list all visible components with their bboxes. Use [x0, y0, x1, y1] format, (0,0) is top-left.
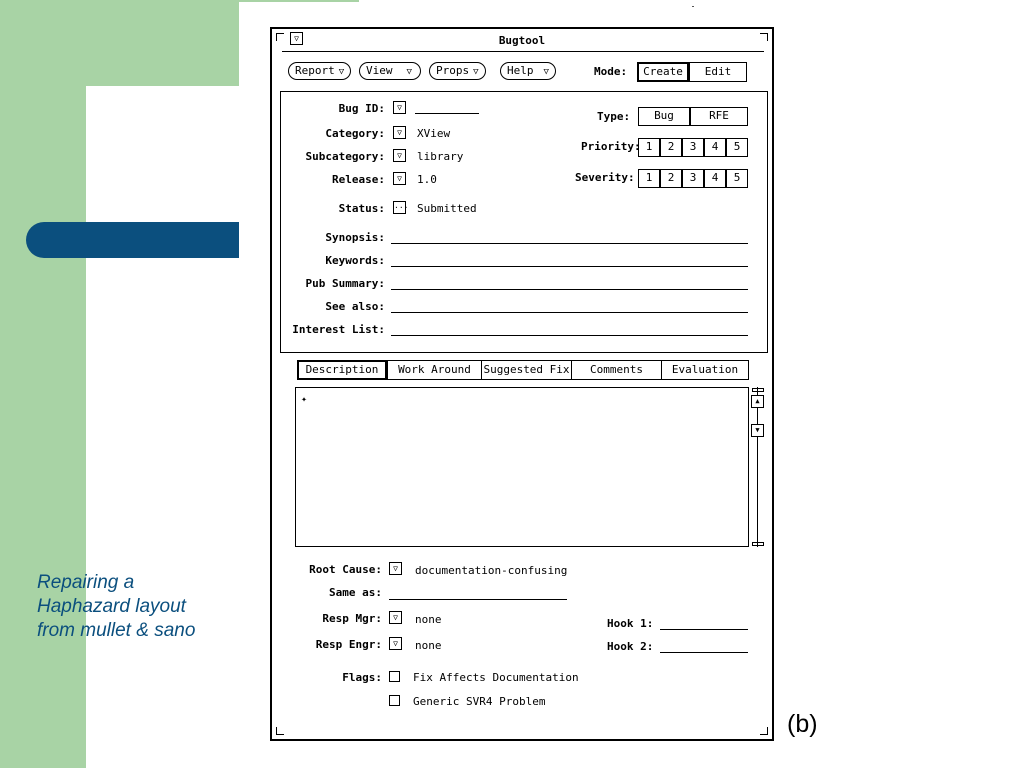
- window-corner: [760, 727, 768, 735]
- slide-caption: Repairing a Haphazard layout from mullet & sano: [37, 572, 196, 641]
- keywords-label: Keywords:: [325, 254, 385, 267]
- bug-id-field[interactable]: [415, 113, 479, 114]
- resp-mgr-value: none: [415, 613, 442, 626]
- keywords-field[interactable]: [391, 266, 748, 267]
- severity-1-button[interactable]: 1: [638, 169, 660, 188]
- category-value: XView: [417, 127, 451, 140]
- resp-engr-label: Resp Engr:: [315, 638, 382, 651]
- window-title: Bugtool: [498, 34, 546, 47]
- slide-accent-bar: [26, 222, 239, 258]
- category-label: Category:: [325, 127, 385, 140]
- priority-1-button[interactable]: 1: [638, 138, 660, 157]
- window-menu-button[interactable]: ▽: [290, 32, 303, 45]
- release-label: Release:: [332, 173, 385, 186]
- description-textarea[interactable]: [295, 387, 749, 547]
- severity-5-button[interactable]: 5: [726, 169, 748, 188]
- slide-left-band: [0, 0, 86, 768]
- resp-engr-value: none: [415, 639, 442, 652]
- priority-5-button[interactable]: 5: [726, 138, 748, 157]
- see-also-field[interactable]: [391, 312, 748, 313]
- type-bug-button[interactable]: Bug: [638, 107, 690, 126]
- severity-3-button[interactable]: 3: [682, 169, 704, 188]
- release-value: 1.0: [417, 173, 437, 186]
- category-menu-button[interactable]: ▽: [393, 126, 406, 139]
- slide-top-strip: [239, 0, 359, 2]
- resp-engr-menu-button[interactable]: ▽: [389, 637, 402, 650]
- resp-mgr-menu-button[interactable]: ▽: [389, 611, 402, 624]
- bug-id-label: Bug ID:: [338, 102, 385, 115]
- status-value: Submitted: [417, 202, 477, 215]
- title-divider: [282, 51, 764, 52]
- bugtool-window: [270, 27, 774, 741]
- same-as-label: Same as:: [329, 586, 382, 599]
- hook2-label: Hook 2:: [607, 640, 654, 653]
- priority-2-button[interactable]: 2: [660, 138, 682, 157]
- hook2-field[interactable]: [660, 652, 748, 653]
- report-menu-label: Report: [295, 64, 335, 77]
- bug-details-panel: [280, 91, 768, 353]
- report-menu-button[interactable]: [288, 62, 351, 80]
- chevron-down-icon: ▽: [406, 67, 412, 77]
- text-caret-icon: ✦: [301, 394, 308, 405]
- tab-description[interactable]: Description: [297, 360, 387, 380]
- subcategory-label: Subcategory:: [305, 150, 385, 163]
- priority-3-button[interactable]: 3: [682, 138, 704, 157]
- pub-summary-label: Pub Summary:: [305, 277, 385, 290]
- fix-affects-documentation-checkbox[interactable]: [389, 671, 400, 682]
- help-menu-button[interactable]: [500, 62, 556, 80]
- mode-edit-button[interactable]: Edit: [689, 62, 747, 82]
- generic-svr4-problem-label: Generic SVR4 Problem: [413, 695, 546, 708]
- severity-2-button[interactable]: 2: [660, 169, 682, 188]
- priority-4-button[interactable]: 4: [704, 138, 726, 157]
- priority-label: Priority:: [581, 140, 641, 153]
- tab-evaluation[interactable]: Evaluation: [661, 360, 749, 380]
- view-menu-label: View: [366, 64, 393, 77]
- subcategory-menu-button[interactable]: ▽: [393, 149, 406, 162]
- window-corner: [276, 727, 284, 735]
- root-cause-menu-button[interactable]: ▽: [389, 562, 402, 575]
- root-cause-value: documentation-confusing: [415, 564, 568, 577]
- mode-create-button[interactable]: Create: [637, 62, 689, 82]
- props-menu-label: Props: [436, 64, 470, 77]
- same-as-field[interactable]: [389, 599, 567, 600]
- bug-id-menu-button[interactable]: ▽: [393, 101, 406, 114]
- status-popup-button[interactable]: ...: [393, 201, 406, 214]
- interest-list-field[interactable]: [391, 335, 748, 336]
- resp-mgr-label: Resp Mgr:: [322, 612, 382, 625]
- scroll-up-icon[interactable]: ▲: [751, 395, 764, 408]
- interest-list-label: Interest List:: [292, 323, 385, 336]
- figure-label: (b): [787, 710, 818, 738]
- props-menu-button[interactable]: [429, 62, 486, 80]
- help-menu-label: Help: [507, 64, 534, 77]
- chevron-down-icon: ▽: [473, 67, 479, 77]
- subcategory-value: library: [417, 150, 464, 163]
- synopsis-field[interactable]: [391, 243, 748, 244]
- tab-suggested-fix[interactable]: Suggested Fix: [481, 360, 572, 380]
- root-cause-label: Root Cause:: [309, 563, 382, 576]
- scrollbar-top-cap[interactable]: [752, 388, 764, 392]
- hook1-label: Hook 1:: [607, 617, 654, 630]
- scan-speck: [692, 6, 694, 7]
- mode-label: Mode:: [594, 65, 628, 78]
- slide-top-band: [86, 0, 239, 86]
- generic-svr4-problem-checkbox[interactable]: [389, 695, 400, 706]
- severity-label: Severity:: [575, 171, 635, 184]
- pub-summary-field[interactable]: [391, 289, 748, 290]
- scrollbar-bottom-cap[interactable]: [752, 542, 764, 546]
- tab-comments[interactable]: Comments: [571, 360, 662, 380]
- release-menu-button[interactable]: ▽: [393, 172, 406, 185]
- severity-4-button[interactable]: 4: [704, 169, 726, 188]
- flags-label: Flags:: [342, 671, 382, 684]
- chevron-down-icon: ▽: [338, 67, 345, 77]
- tab-work-around[interactable]: Work Around: [387, 360, 482, 380]
- view-menu-button[interactable]: [359, 62, 421, 80]
- see-also-label: See also:: [325, 300, 385, 313]
- hook1-field[interactable]: [660, 629, 748, 630]
- status-label: Status:: [338, 202, 385, 215]
- fix-affects-documentation-label: Fix Affects Documentation: [413, 671, 579, 684]
- type-label: Type:: [597, 110, 631, 123]
- scroll-down-icon[interactable]: ▼: [751, 424, 764, 437]
- chevron-down-icon: ▽: [543, 67, 549, 77]
- slide-content-corner: [86, 86, 239, 768]
- synopsis-label: Synopsis:: [325, 231, 385, 244]
- scrollbar-track[interactable]: [757, 387, 758, 547]
- type-rfe-button[interactable]: RFE: [690, 107, 748, 126]
